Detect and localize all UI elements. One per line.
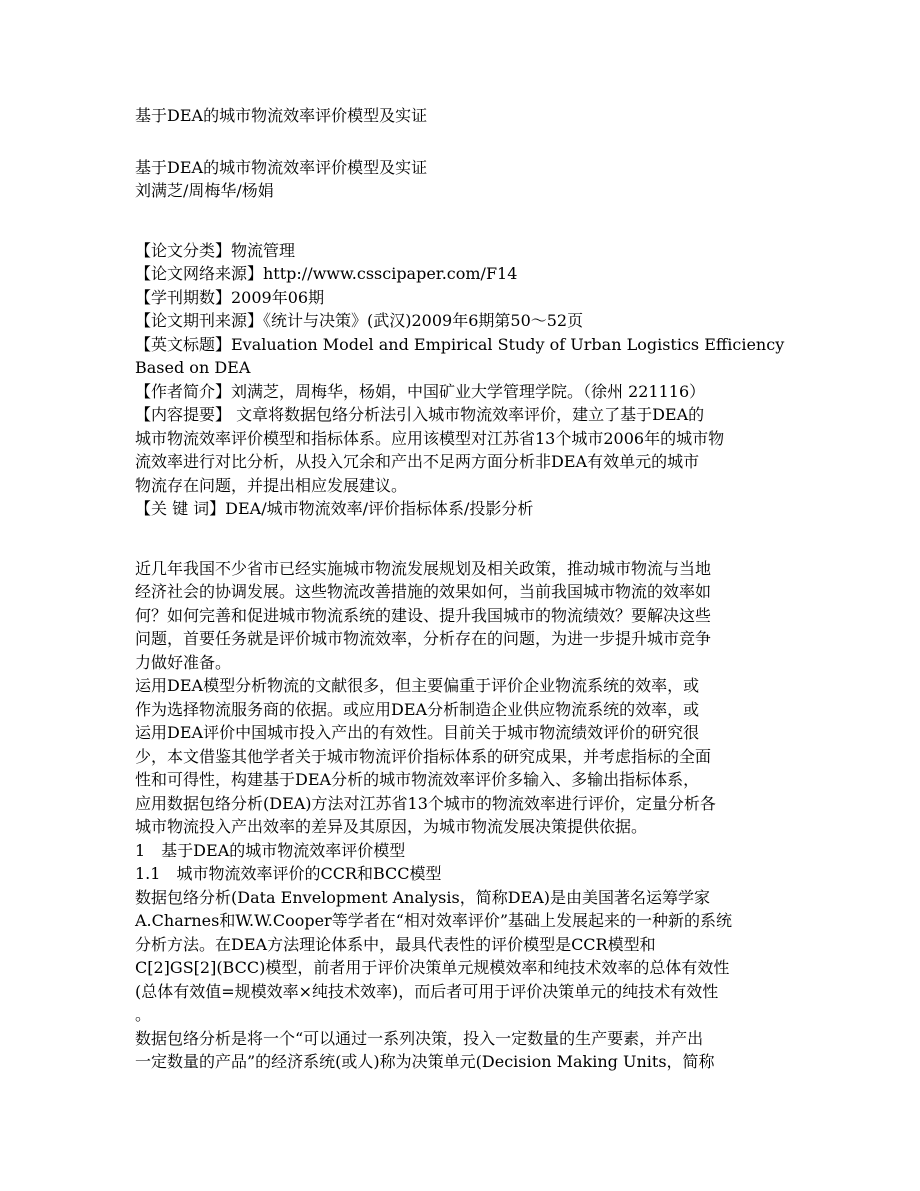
document-top-title: 基于DEA的城市物流效率评价模型及实证 bbox=[135, 106, 428, 125]
body-line: 数据包络分析是将一个“可以通过一系列决策，投入一定数量的生产要素，并产出 bbox=[135, 1028, 704, 1048]
document-page bbox=[135, 104, 785, 1074]
article-authors: 刘满芝/周梅华/杨娟 bbox=[135, 181, 274, 200]
body-line: 数据包络分析(Data Envelopment Analysis，简称DEA)是由美国著名运筹学家 bbox=[135, 887, 711, 907]
section-heading: 1 基于DEA的城市物流效率评价模型 bbox=[135, 840, 406, 860]
spacer bbox=[135, 128, 785, 156]
body-text bbox=[135, 557, 785, 1074]
body-line: A.Charnes和W.W.Cooper等学者在“相对效率评价”基础上发展起来的一种新的系统 bbox=[135, 911, 733, 930]
meta-keywords: 【关 键 词】DEA/城市物流效率/评价指标体系/投影分析 bbox=[135, 499, 534, 518]
meta-source-url: 【论文网络来源】http://www.csscipaper.com/F14 bbox=[135, 264, 518, 283]
metadata-block bbox=[135, 239, 785, 521]
body-line: 分析方法。在DEA方法理论体系中，最具代表性的评价模型是CCR模型和 bbox=[135, 934, 656, 954]
body-line: 近几年我国不少省市已经实施城市物流发展规划及相关政策，推动城市物流与当地 bbox=[135, 558, 712, 578]
meta-author-info: 【作者简介】刘满芝，周梅华，杨娟，中国矿业大学管理学院。（徐州 221116） bbox=[135, 381, 706, 401]
body-line: 。 bbox=[135, 1005, 152, 1024]
subsection-heading: 1.1 城市物流效率评价的CCR和BCC模型 bbox=[135, 864, 442, 883]
body-line: 力做好准备。 bbox=[135, 652, 232, 672]
article-title: 基于DEA的城市物流效率评价模型及实证 bbox=[135, 157, 428, 177]
body-line: 经济社会的协调发展。这些物流改善措施的效果如何，当前我国城市物流的效率如 bbox=[135, 582, 712, 601]
meta-abstract: 物流存在问题，并提出相应发展建议。 bbox=[135, 475, 408, 495]
meta-english-title: 【英文标题】Evaluation Model and Empirical Study of Urban Logistics Efficiency bbox=[135, 334, 785, 354]
body-line: 性和可得性，构建基于DEA分析的城市物流效率评价多输入、多输出指标体系， bbox=[135, 770, 700, 789]
meta-issue: 【学刊期数】2009年06期 bbox=[135, 287, 325, 307]
body-line: 作为选择物流服务商的依据。或应用DEA分析制造企业供应物流系统的效率，或 bbox=[135, 699, 700, 719]
spacer bbox=[135, 521, 785, 557]
body-line: (总体有效值=规模效率×纯技术效率)，而后者可用于评价决策单元的纯技术有效性 bbox=[135, 981, 719, 1001]
meta-category: 【论文分类】物流管理 bbox=[135, 240, 296, 260]
body-line: 少，本文借鉴其他学者关于城市物流评价指标体系的研究成果，并考虑指标的全面 bbox=[135, 746, 712, 766]
body-line: 应用数据包络分析(DEA)方法对江苏省13个城市的物流效率进行评价，定量分析各 bbox=[135, 793, 716, 813]
body-line: 一定数量的产品”的经济系统(或人)称为决策单元(Decision Making Units，简称 bbox=[135, 1052, 715, 1071]
body-line: 问题，首要任务就是评价城市物流效率，分析存在的问题，为进一步提升城市竞争 bbox=[135, 629, 712, 648]
meta-abstract: 流效率进行对比分析，从投入冗余和产出不足两方面分析非DEA有效单元的城市 bbox=[135, 452, 700, 471]
body-line: 运用DEA模型分析物流的文献很多，但主要偏重于评价企业物流系统的效率，或 bbox=[135, 676, 700, 695]
body-line: 运用DEA评价中国城市投入产出的有效性。目前关于城市物流绩效评价的研究很 bbox=[135, 723, 700, 742]
meta-english-title-cont: Based on DEA bbox=[135, 358, 251, 377]
body-line: 城市物流投入产出效率的差异及其原因，为城市物流发展决策提供依据。 bbox=[135, 817, 648, 836]
spacer bbox=[135, 203, 785, 239]
meta-abstract: 城市物流效率评价模型和指标体系。应用该模型对江苏省13个城市2006年的城市物 bbox=[135, 428, 725, 448]
body-line: 何？如何完善和促进城市物流系统的建设、提升我国城市的物流绩效？要解决这些 bbox=[135, 605, 712, 625]
meta-journal: 【论文期刊来源】《统计与决策》(武汉)2009年6期第50～52页 bbox=[135, 311, 584, 330]
meta-abstract: 【内容提要】 文章将数据包络分析法引入城市物流效率评价，建立了基于DEA的 bbox=[135, 405, 705, 424]
body-line: C[2]GS[2](BCC)模型，前者用于评价决策单元规模效率和纯技术效率的总体有效性 bbox=[135, 958, 730, 977]
